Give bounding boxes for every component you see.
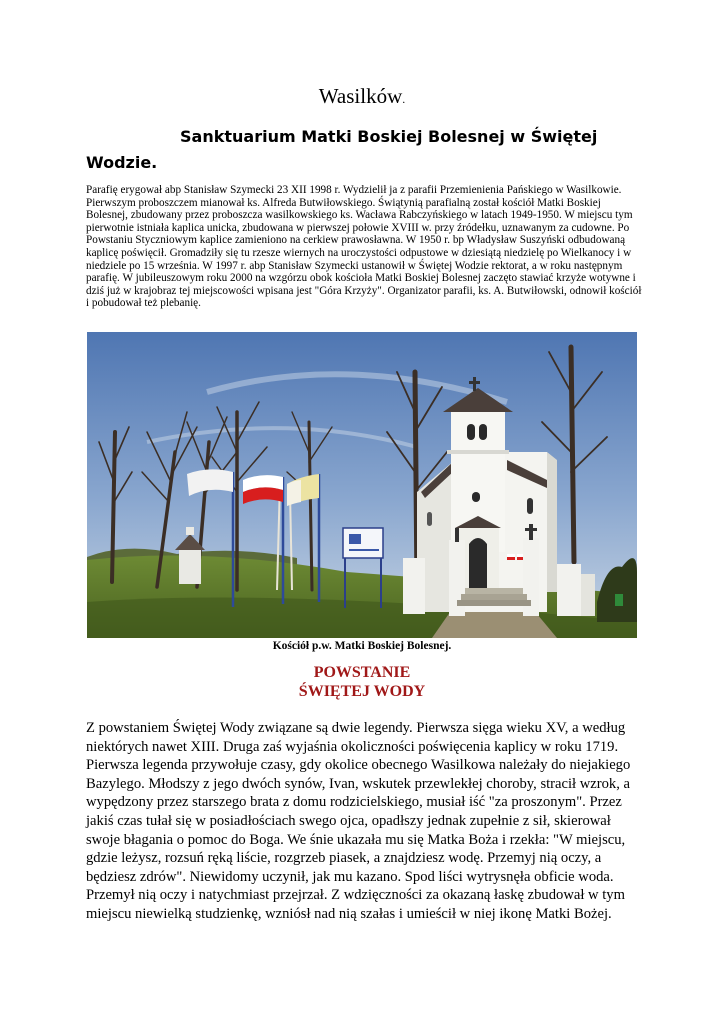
section-heading-line2: ŚWIĘTEJ WODY: [298, 683, 426, 700]
sanctuary-heading: [86, 124, 626, 176]
legend-paragraph: Z powstaniem Świętej Wody związane są dwie legendy. Pierwsza sięga wieku XV, a według niektórych nawet XIII. Druga zaś wyjaśnia okoliczności poświęcenia kaplicy w roku 1719. Pierwsza legenda przywołuje czasy, gdy okolice obecnego Wasilkowa należały do niejakiego Bazylego. Młodszy z jego dwóch synów, Ivan, wskutek przewlekłej choroby, stracił wzrok, a wypędzony przez starszego brata z domu rodzicielskiego, musiał iść "za proszonym". Przez jakiś czas tułał się w posiadłościach swego ojca, opadłszy jednak zupełnie z sił, skierował swoje błagania o pomoc do Boga. We śnie ukazała mu się Matka Boża i rzekła: "W miejscu, gdzie leżysz, rozsuń ręką liście, rozgrzeb piasek, a znajdziesz wodę. Przemyj nią oczy, a będziesz zdrów". Niewidomy uczynił, jak mu kazano. Spod liści wytrysnęła obficie woda. Przemył nią oczy i natychmiast przejrzał. Z wdzięczności za okazaną łaskę zbudował w tym miejscu niewielką studzienkę, wzniósł nad nią szałas i umieścił w niej ikonę Matki Bożej.: [86, 720, 631, 922]
intro-paragraph: Parafię erygował abp Stanisław Szymecki 23 XII 1998 r. Wydzielił ja z parafii Przemienienia Pańskiego w Wasilkowie. Pierwszym proboszczem mianował ks. Alfreda Butwiłowskiego. Świątynią parafialną został kościół Matki Boskiej Bolesnej, zbudowany przez proboszcza wasilkowskiego ks. Wacława Rabczyńskiego w latach 1949-1950. W miejscu tym pierwotnie istniała kaplica unicka, zbudowana w pierwszej połowie XVIII w. przy źródełku, uznawanym za cudowne. Po Powstaniu Styczniowym kaplice zamieniono na cerkiew prawosławna. W 1950 r. bp Władysław Suszyński odbudowaną kaplicę poświęcił. Gromadziły się tu rzesze wiernych na uroczystości odpustowe w dziesiątą niedzielę po Wielkanocy i w niedziele po 15 września. W 1997 r. abp Stanisław Szymecki ustanowił w Świętej Wodzie rektorat, a w roku następnym parafię. W jubileuszowym roku 2000 na wzgórzu obok kościoła Matki Boskiej Bolesnej zaczęto stawiać krzyże wotywne i dziś już w krajobraz tej miejscowości wpisana jest "Góra Krzyży". Organizator parafii, ks. A. Butwiłowski, odnowił kościół i pobudował też plebanię.: [86, 184, 642, 310]
page-title: [0, 84, 724, 109]
section-heading-line1: POWSTANIE: [313, 664, 411, 681]
sanctuary-heading-line1: Sanktuarium Matki Boskiej Bolesnej w Świętej: [180, 127, 598, 146]
title-text: Wasilków: [318, 84, 403, 108]
church-photo: [87, 332, 637, 638]
section-heading: [0, 663, 724, 701]
photo-caption: Kościół p.w. Matki Boskiej Bolesnej.: [272, 640, 452, 652]
title-dot: .: [402, 92, 406, 106]
sanctuary-heading-line2: Wodzie.: [86, 153, 158, 172]
